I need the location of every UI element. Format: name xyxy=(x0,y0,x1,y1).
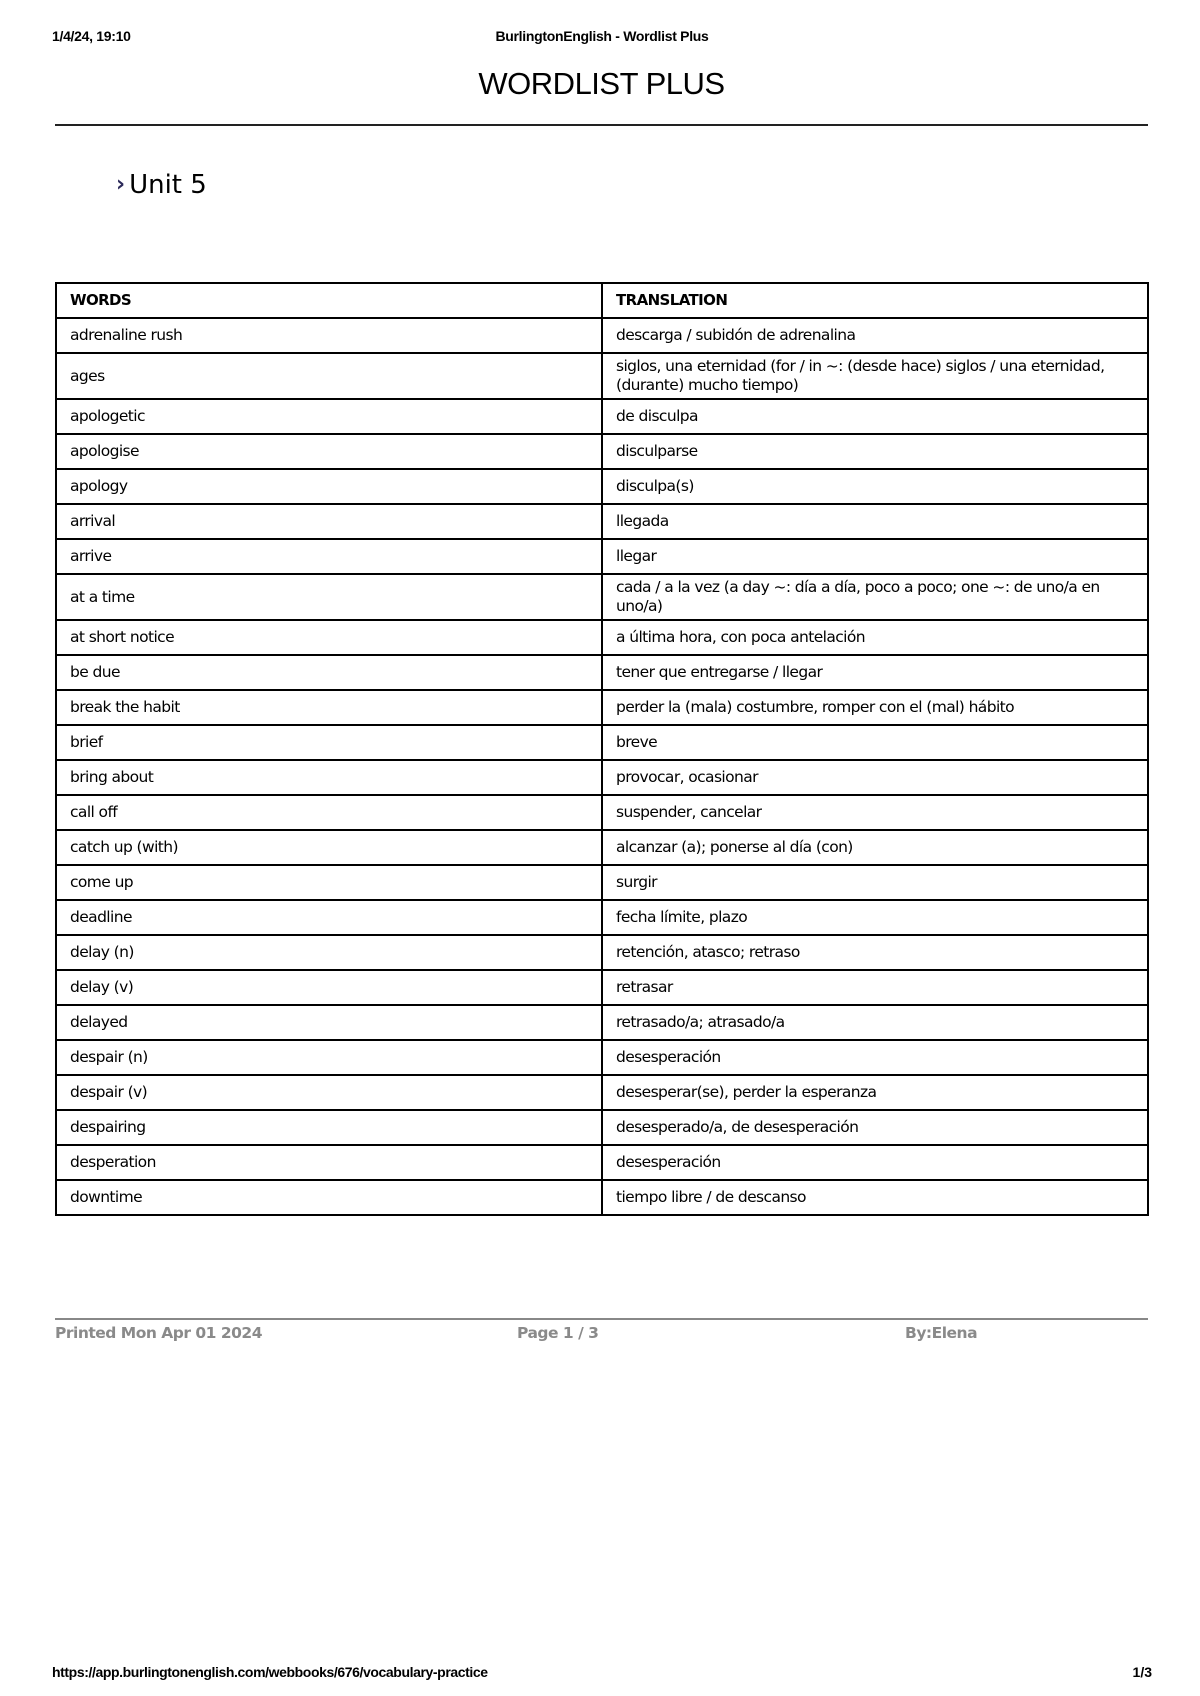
table-row xyxy=(56,970,1148,1005)
word-cell: apology xyxy=(56,469,602,504)
table-row xyxy=(56,1145,1148,1180)
word-cell: apologetic xyxy=(56,399,602,434)
table-row xyxy=(56,725,1148,760)
table-row xyxy=(56,830,1148,865)
word-cell: despair (v) xyxy=(56,1075,602,1110)
unit-label: Unit 5 xyxy=(129,170,207,200)
translation-cell: disculpa(s) xyxy=(602,469,1148,504)
table-row xyxy=(56,1180,1148,1215)
translation-cell: descarga / subidón de adrenalina xyxy=(602,318,1148,353)
printed-by: By:Elena xyxy=(905,1324,978,1342)
word-cell: desperation xyxy=(56,1145,602,1180)
translation-cell: llegar xyxy=(602,539,1148,574)
word-cell: at short notice xyxy=(56,620,602,655)
translation-cell: desesperar(se), perder la esperanza xyxy=(602,1075,1148,1110)
browser-print-header xyxy=(52,28,1152,48)
translation-cell: retrasado/a; atrasado/a xyxy=(602,1005,1148,1040)
translation-cell: retención, atasco; retraso xyxy=(602,935,1148,970)
title-divider xyxy=(55,124,1148,126)
table-row xyxy=(56,1075,1148,1110)
translation-cell: de disculpa xyxy=(602,399,1148,434)
word-cell: despairing xyxy=(56,1110,602,1145)
word-cell: brief xyxy=(56,725,602,760)
translation-cell: desesperación xyxy=(602,1040,1148,1075)
translation-cell: alcanzar (a); ponerse al día (con) xyxy=(602,830,1148,865)
table-row xyxy=(56,760,1148,795)
word-cell: arrival xyxy=(56,504,602,539)
unit-heading xyxy=(116,170,207,200)
page-title: WORDLIST PLUS xyxy=(478,66,725,101)
word-cell: be due xyxy=(56,655,602,690)
table-row xyxy=(56,434,1148,469)
word-cell: adrenaline rush xyxy=(56,318,602,353)
page-indicator: Page 1 / 3 xyxy=(517,1324,599,1342)
table-row xyxy=(56,399,1148,434)
footer-divider xyxy=(55,1318,1148,1320)
table-row xyxy=(56,865,1148,900)
table-row xyxy=(56,1005,1148,1040)
translation-cell: breve xyxy=(602,725,1148,760)
table-row xyxy=(56,900,1148,935)
word-cell: arrive xyxy=(56,539,602,574)
print-page-count: 1/3 xyxy=(1132,1664,1152,1680)
table-row xyxy=(56,504,1148,539)
translation-cell: siglos, una eternidad (for / in ~: (desde hace) siglos / una eternidad, (durante) mucho tiempo) xyxy=(602,353,1148,399)
word-cell: ages xyxy=(56,353,602,399)
word-cell: downtime xyxy=(56,1180,602,1215)
translation-cell: surgir xyxy=(602,865,1148,900)
word-cell: delay (v) xyxy=(56,970,602,1005)
table-header-row xyxy=(56,283,1148,318)
table-row xyxy=(56,1040,1148,1075)
table-row xyxy=(56,574,1148,620)
translation-cell: provocar, ocasionar xyxy=(602,760,1148,795)
table-row xyxy=(56,935,1148,970)
document-title: BurlingtonEnglish - Wordlist Plus xyxy=(495,28,709,44)
column-header-translation: TRANSLATION xyxy=(602,283,1148,318)
word-cell: come up xyxy=(56,865,602,900)
translation-cell: disculparse xyxy=(602,434,1148,469)
table-row xyxy=(56,353,1148,399)
wordlist-body xyxy=(56,318,1148,1215)
translation-cell: fecha límite, plazo xyxy=(602,900,1148,935)
printed-date: Printed Mon Apr 01 2024 xyxy=(55,1324,263,1342)
word-cell: bring about xyxy=(56,760,602,795)
translation-cell: perder la (mala) costumbre, romper con el (mal) hábito xyxy=(602,690,1148,725)
table-row xyxy=(56,795,1148,830)
table-row xyxy=(56,1110,1148,1145)
translation-cell: tiempo libre / de descanso xyxy=(602,1180,1148,1215)
table-row xyxy=(56,539,1148,574)
translation-cell: desesperación xyxy=(602,1145,1148,1180)
table-row xyxy=(56,620,1148,655)
word-cell: call off xyxy=(56,795,602,830)
translation-cell: tener que entregarse / llegar xyxy=(602,655,1148,690)
translation-cell: a última hora, con poca antelación xyxy=(602,620,1148,655)
print-url: https://app.burlingtonenglish.com/webbooks/676/vocabulary-practice xyxy=(52,1664,488,1680)
table-row xyxy=(56,318,1148,353)
translation-cell: desesperado/a, de desesperación xyxy=(602,1110,1148,1145)
word-cell: break the habit xyxy=(56,690,602,725)
word-cell: delay (n) xyxy=(56,935,602,970)
translation-cell: suspender, cancelar xyxy=(602,795,1148,830)
word-cell: despair (n) xyxy=(56,1040,602,1075)
column-header-words: WORDS xyxy=(56,283,602,318)
translation-cell: retrasar xyxy=(602,970,1148,1005)
table-row xyxy=(56,690,1148,725)
word-cell: deadline xyxy=(56,900,602,935)
wordlist-table xyxy=(55,282,1149,1216)
print-date: 1/4/24, 19:10 xyxy=(52,28,131,44)
chevron-right-icon: › xyxy=(116,172,126,197)
word-cell: catch up (with) xyxy=(56,830,602,865)
word-cell: delayed xyxy=(56,1005,602,1040)
table-row xyxy=(56,469,1148,504)
translation-cell: cada / a la vez (a day ~: día a día, poco a poco; one ~: de uno/a en uno/a) xyxy=(602,574,1148,620)
word-cell: apologise xyxy=(56,434,602,469)
word-cell: at a time xyxy=(56,574,602,620)
translation-cell: llegada xyxy=(602,504,1148,539)
table-row xyxy=(56,655,1148,690)
